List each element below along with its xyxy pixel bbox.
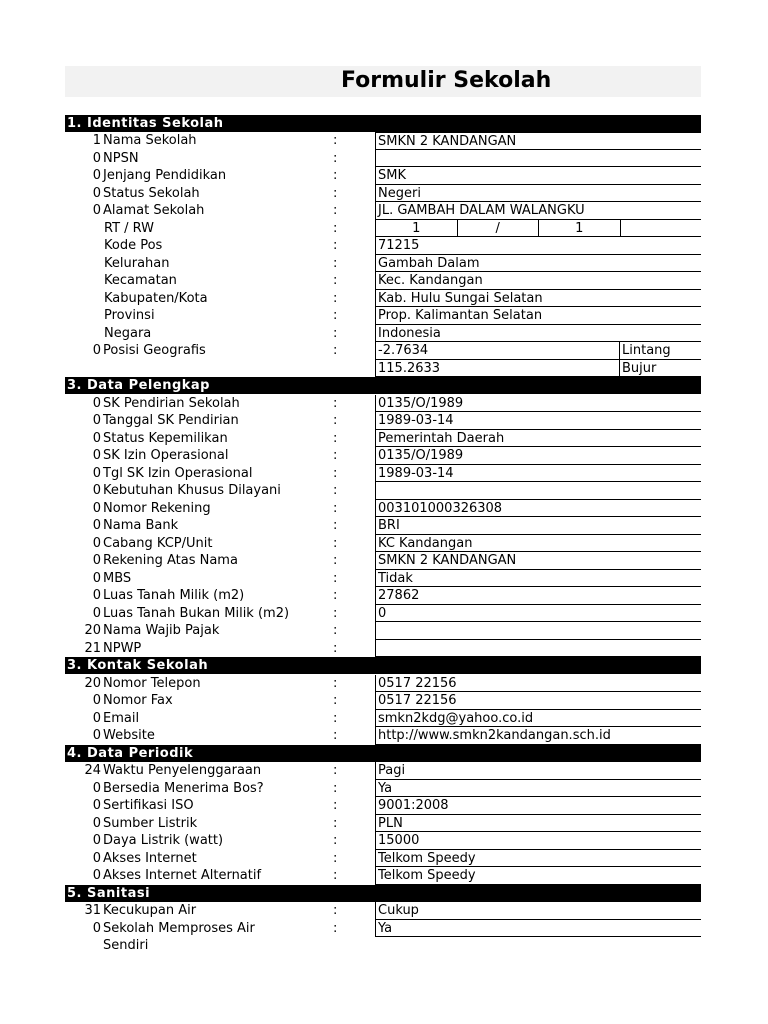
field-value[interactable]: smkn2kdg@yahoo.co.id (375, 710, 701, 728)
field-label: SK Pendirian Sekolah (103, 395, 240, 411)
field-label: Email (103, 710, 140, 726)
form-row (65, 150, 701, 168)
row-number: 0 (92, 920, 101, 936)
field-label: Nomor Rekening (103, 500, 211, 516)
field-label: Kecukupan Air (103, 903, 197, 918)
row-number: 21 (84, 640, 101, 656)
colon-separator: : (333, 500, 338, 516)
form-row (65, 185, 701, 203)
field-label: RT / RW (104, 220, 155, 236)
form-row (65, 290, 701, 308)
field-value[interactable]: SMKN 2 KANDANGAN (375, 552, 701, 570)
field-value[interactable] (375, 482, 701, 500)
field-value-kabupaten[interactable]: Kab. Hulu Sungai Selatan (375, 290, 701, 308)
field-value-nama-sekolah[interactable]: SMKN 2 KANDANGAN (375, 132, 701, 150)
form-row (65, 220, 701, 238)
colon-separator: : (333, 868, 338, 883)
field-label: Sumber Listrik (103, 815, 198, 831)
row-number: 1 (92, 133, 101, 148)
colon-separator: : (333, 430, 338, 446)
field-label: Nama Bank (103, 518, 179, 533)
colon-separator: : (333, 570, 338, 586)
field-value[interactable]: BRI (375, 517, 701, 535)
row-number: 0 (92, 815, 101, 831)
row-number: 0 (92, 605, 101, 621)
field-value[interactable]: 0135/O/1989 (375, 447, 701, 465)
colon-separator: : (333, 920, 338, 936)
field-label: Posisi Geografis (103, 343, 206, 358)
field-label: Bersedia Menerima Bos? (103, 780, 264, 796)
row-number: 0 (92, 728, 101, 743)
colon-separator: : (333, 675, 338, 691)
colon-separator: : (333, 815, 338, 831)
colon-separator: : (333, 255, 338, 271)
form-row (65, 307, 701, 325)
colon-separator: : (333, 343, 338, 358)
row-number: 24 (84, 763, 101, 778)
field-label: Akses Internet Alternatif (103, 868, 262, 883)
form-row (65, 482, 701, 500)
field-label: Kecamatan (104, 273, 177, 288)
colon-separator: : (333, 850, 338, 866)
field-value[interactable]: 1989-03-14 (375, 412, 701, 430)
row-number: 0 (92, 448, 101, 463)
form-row (65, 850, 701, 868)
form-row (65, 675, 701, 693)
colon-separator: : (333, 535, 338, 551)
field-value[interactable]: Ya (375, 780, 701, 798)
field-value[interactable]: 0517 22156 (375, 692, 701, 710)
form-row (65, 167, 701, 185)
field-value[interactable]: 0 (375, 605, 701, 623)
field-label: Nomor Telepon (103, 675, 201, 691)
field-label: Alamat Sekolah (103, 203, 205, 218)
colon-separator: : (333, 133, 338, 148)
colon-separator: : (333, 693, 338, 708)
colon-separator: : (333, 273, 338, 288)
section-header-kontak: 3. Kontak Sekolah (65, 657, 701, 674)
field-label: NPSN (103, 150, 139, 166)
section-header-sanitasi: 5. Sanitasi (65, 885, 701, 902)
field-label: Kabupaten/Kota (104, 290, 208, 306)
field-label: Sekolah Memproses Air Sendiri (103, 920, 255, 953)
colon-separator: : (333, 395, 338, 411)
row-number: 31 (84, 903, 101, 918)
row-number: 0 (92, 465, 101, 481)
rt-rw-cells (375, 220, 701, 238)
field-label: Luas Tanah Bukan Milik (m2) (103, 605, 290, 621)
colon-separator: : (333, 780, 338, 796)
rt-rw-separator: / (457, 220, 539, 238)
form-row (65, 570, 701, 588)
rt-rw-extra-cell[interactable] (620, 220, 702, 238)
form-row (65, 535, 701, 553)
form-row (65, 902, 701, 920)
field-value[interactable]: KC Kandangan (375, 535, 701, 553)
field-value[interactable]: 15000 (375, 832, 701, 850)
field-value[interactable]: 9001:2008 (375, 797, 701, 815)
form-row (65, 727, 701, 745)
form-row (65, 360, 701, 378)
form-row (65, 272, 701, 290)
row-number: 0 (92, 343, 101, 358)
row-number: 0 (92, 588, 101, 603)
row-number: 0 (92, 500, 101, 516)
colon-separator: : (333, 168, 338, 183)
row-number: 0 (92, 570, 101, 586)
field-label: Waktu Penyelenggaraan (103, 763, 262, 778)
row-number: 0 (92, 518, 101, 533)
field-value[interactable]: Cukup (375, 902, 701, 920)
colon-separator: : (333, 185, 338, 201)
form-row (65, 710, 701, 728)
field-value-rt[interactable]: 1 (375, 220, 457, 238)
form-row (65, 587, 701, 605)
colon-separator: : (333, 605, 338, 621)
field-label: Akses Internet (103, 850, 197, 866)
field-label: Kode Pos (104, 238, 163, 253)
form-row (65, 430, 701, 448)
field-value[interactable] (375, 622, 701, 640)
colon-separator: : (333, 640, 338, 656)
section-header-periodik: 4. Data Periodik (65, 745, 701, 762)
colon-separator: : (333, 465, 338, 481)
field-label: Kelurahan (104, 255, 170, 271)
field-label: Tanggal SK Pendirian (103, 413, 239, 428)
field-label: MBS (103, 570, 132, 586)
colon-separator: : (333, 220, 338, 236)
form-row (65, 552, 701, 570)
colon-separator: : (333, 203, 338, 218)
row-number: 0 (92, 430, 101, 446)
field-label: Status Sekolah (103, 185, 200, 201)
row-number: 20 (84, 675, 101, 691)
field-value[interactable]: 27862 (375, 587, 701, 605)
field-label: Luas Tanah Milik (m2) (103, 588, 245, 603)
form-row (65, 500, 701, 518)
row-number: 0 (92, 868, 101, 883)
form-row (65, 447, 701, 465)
field-value-status[interactable]: Negeri (375, 185, 701, 203)
row-number: 0 (92, 833, 101, 848)
row-number: 0 (92, 535, 101, 551)
form-row (65, 832, 701, 850)
field-label: Nama Wajib Pajak (103, 623, 220, 638)
field-label: Nama Sekolah (103, 133, 197, 148)
field-value[interactable]: 1989-03-14 (375, 465, 701, 483)
form-row (65, 622, 701, 640)
row-number: 0 (92, 185, 101, 201)
field-value[interactable]: 0135/O/1989 (375, 395, 701, 413)
field-value-rw[interactable]: 1 (538, 220, 620, 238)
form-row (65, 342, 701, 360)
field-label: Nomor Fax (103, 693, 173, 708)
field-label: SK Izin Operasional (103, 448, 229, 463)
row-number: 0 (92, 150, 101, 166)
field-label: Negara (104, 325, 152, 341)
form-row (65, 797, 701, 815)
row-number: 0 (92, 395, 101, 411)
field-value-lintang[interactable]: -2.7634 (375, 342, 619, 360)
field-value[interactable]: 0517 22156 (375, 675, 701, 693)
field-value-provinsi[interactable]: Prop. Kalimantan Selatan (375, 307, 701, 325)
form-row (65, 867, 701, 885)
form-row (65, 692, 701, 710)
form-row (65, 640, 701, 658)
page-title: Formulir Sekolah (341, 68, 552, 93)
colon-separator: : (333, 325, 338, 341)
field-value-alamat[interactable]: JL. GAMBAH DALAM WALANGKU (375, 202, 701, 220)
colon-separator: : (333, 238, 338, 253)
field-label: Jenjang Pendidikan (103, 168, 227, 183)
colon-separator: : (333, 553, 338, 568)
field-value[interactable]: Tidak (375, 570, 701, 588)
form-row (65, 465, 701, 483)
field-label: Kebutuhan Khusus Dilayani (103, 483, 281, 498)
field-value[interactable] (375, 640, 701, 658)
form-row (65, 517, 701, 535)
field-label: Rekening Atas Nama (103, 553, 238, 568)
form-row (65, 395, 701, 413)
form-row (65, 132, 701, 150)
section-header-identitas: 1. Identitas Sekolah (65, 115, 701, 132)
row-number: 0 (92, 203, 101, 218)
row-number: 0 (92, 168, 101, 183)
row-number: 0 (92, 710, 101, 726)
field-value-kelurahan[interactable]: Gambah Dalam (375, 255, 701, 273)
row-number: 0 (92, 693, 101, 708)
field-label: Status Kepemilikan (103, 430, 228, 446)
colon-separator: : (333, 290, 338, 306)
field-value[interactable]: Telkom Speedy (375, 867, 701, 885)
field-value-kode-pos[interactable]: 71215 (375, 237, 701, 255)
field-value-bujur[interactable]: 115.2633 (375, 360, 619, 378)
row-number: 0 (92, 780, 101, 796)
field-value[interactable]: Ya (375, 920, 701, 938)
form-row (65, 780, 701, 798)
row-number: 0 (92, 483, 101, 498)
colon-separator: : (333, 483, 338, 498)
field-value-kecamatan[interactable]: Kec. Kandangan (375, 272, 701, 290)
bujur-unit-label: Bujur (619, 360, 701, 378)
row-number: 0 (92, 850, 101, 866)
form-row (65, 762, 701, 780)
field-value[interactable]: Pagi (375, 762, 701, 780)
form-row (65, 920, 701, 954)
colon-separator: : (333, 710, 338, 726)
lintang-unit-label: Lintang (619, 342, 701, 360)
colon-separator: : (333, 623, 338, 638)
row-number: 0 (92, 553, 101, 568)
colon-separator: : (333, 798, 338, 813)
colon-separator: : (333, 150, 338, 166)
field-value-npsn[interactable] (375, 150, 701, 168)
field-label: Daya Listrik (watt) (103, 833, 224, 848)
colon-separator: : (333, 518, 338, 533)
row-number: 0 (92, 413, 101, 428)
field-label: Tgl SK Izin Operasional (103, 465, 253, 481)
field-label: Provinsi (104, 308, 155, 323)
field-label: Cabang KCP/Unit (103, 535, 213, 551)
form-row (65, 815, 701, 833)
field-value-negara[interactable]: Indonesia (375, 325, 701, 343)
form-row (65, 325, 701, 343)
field-value-jenjang[interactable]: SMK (375, 167, 701, 185)
row-number: 20 (84, 623, 101, 638)
field-value[interactable]: Pemerintah Daerah (375, 430, 701, 448)
colon-separator: : (333, 448, 338, 463)
form-row (65, 237, 701, 255)
form-row (65, 412, 701, 430)
field-value[interactable]: http://www.smkn2kandangan.sch.id (375, 727, 701, 745)
section-header-pelengkap: 3. Data Pelengkap (65, 377, 701, 394)
form-row (65, 255, 701, 273)
field-label: NPWP (103, 640, 142, 656)
field-label: Website (103, 728, 155, 743)
form-row (65, 605, 701, 623)
colon-separator: : (333, 903, 338, 918)
colon-separator: : (333, 763, 338, 778)
row-number: 0 (92, 798, 101, 813)
field-value[interactable]: Telkom Speedy (375, 850, 701, 868)
colon-separator: : (333, 308, 338, 323)
colon-separator: : (333, 588, 338, 603)
field-value[interactable]: 003101000326308 (375, 500, 701, 518)
form-row (65, 202, 701, 220)
colon-separator: : (333, 833, 338, 848)
field-label: Sertifikasi ISO (103, 798, 194, 813)
colon-separator: : (333, 728, 338, 743)
colon-separator: : (333, 413, 338, 428)
field-value[interactable]: PLN (375, 815, 701, 833)
